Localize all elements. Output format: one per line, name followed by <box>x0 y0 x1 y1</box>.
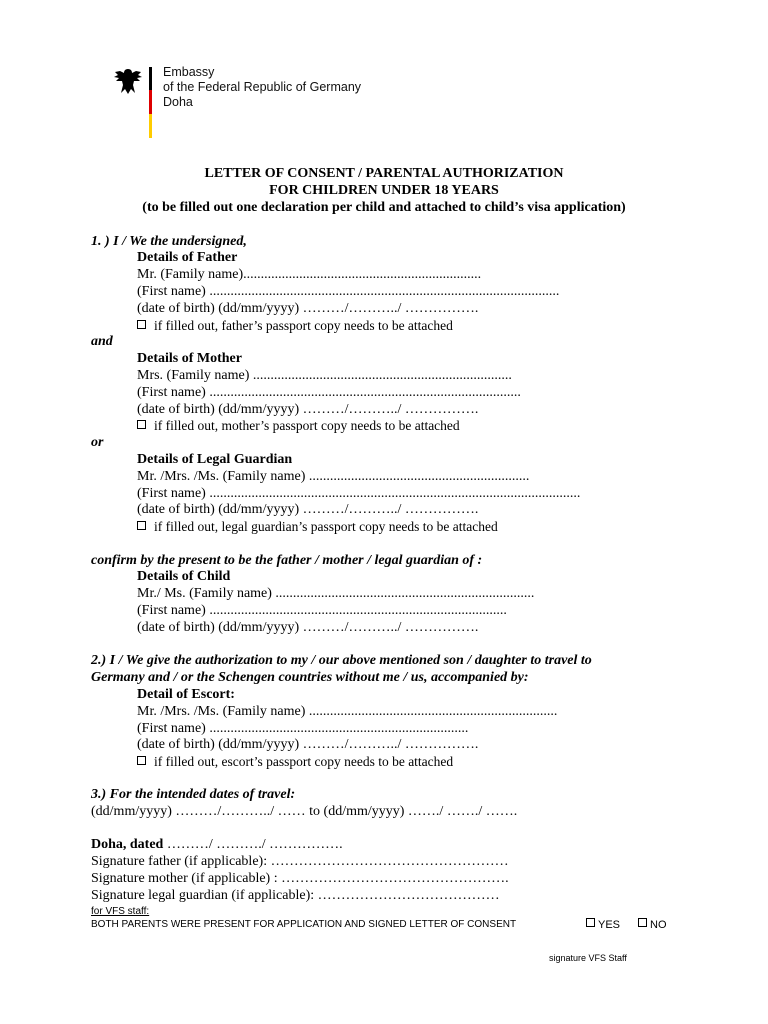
flag-black <box>149 67 152 90</box>
dated-label: Doha, dated <box>91 837 164 852</box>
document-instructions: (to be filled out one declaration per child and attached to child’s visa application) <box>142 200 626 215</box>
mother-dob-field[interactable]: (date of birth) (dd/mm/yyyy) ………/………../ ……………. <box>137 402 479 417</box>
escort-first-name-field[interactable]: (First name) .......................................................................... <box>137 721 469 736</box>
flag-red <box>149 90 152 114</box>
mother-passport-note: if filled out, mother’s passport copy needs to be attached <box>137 418 460 434</box>
child-first-name-field[interactable]: (First name) ..................................................................................... <box>137 603 507 618</box>
child-dob-field[interactable]: (date of birth) (dd/mm/yyyy) ………/………../ ……………. <box>137 620 479 635</box>
embassy-line-3: Doha <box>163 95 193 109</box>
dated-field[interactable] <box>91 837 343 853</box>
signature-mother-field[interactable]: Signature mother (if applicable) : …………………………………………. <box>91 871 509 886</box>
child-heading: Details of Child <box>137 569 231 584</box>
document-subtitle: FOR CHILDREN UNDER 18 YEARS <box>269 183 499 198</box>
vfs-statement: BOTH PARENTS WERE PRESENT FOR APPLICATION AND SIGNED LETTER OF CONSENT <box>91 919 517 930</box>
dated-blank: ………/ ………./ ……………. <box>163 837 343 852</box>
escort-dob-field[interactable]: (date of birth) (dd/mm/yyyy) ………/………../ ……………. <box>137 737 479 752</box>
section-2-line-2: Germany and / or the Schengen countries without me / us, accompanied by: <box>91 670 529 685</box>
yes-option[interactable]: YES <box>586 918 620 932</box>
federal-eagle-icon <box>112 66 144 96</box>
signature-father-field[interactable]: Signature father (if applicable): …………………………………………… <box>91 854 509 869</box>
guardian-dob-field[interactable]: (date of birth) (dd/mm/yyyy) ………/………../ ……………. <box>137 502 479 517</box>
embassy-line-1: Embassy <box>163 65 215 79</box>
checkbox-icon[interactable] <box>638 918 647 927</box>
mother-first-name-field[interactable]: (First name) ......................................................................................... <box>137 385 521 400</box>
vfs-signature-label: signature VFS Staff <box>549 953 627 963</box>
escort-heading: Detail of Escort: <box>137 687 235 702</box>
guardian-family-name-field[interactable]: Mr. /Mrs. /Ms. (Family name) ............................................................... <box>137 469 530 484</box>
escort-family-name-field[interactable]: Mr. /Mrs. /Ms. (Family name) ....................................................................... <box>137 704 558 719</box>
flag-stripe <box>149 67 152 138</box>
or-connector: or <box>91 435 104 450</box>
guardian-heading: Details of Legal Guardian <box>137 452 293 467</box>
flag-gold <box>149 114 152 138</box>
father-heading: Details of Father <box>137 250 238 265</box>
section-2-line-1: 2.) I / We give the authorization to my / our above mentioned son / daughter to travel to <box>91 653 592 668</box>
father-first-name-field[interactable]: (First name) .................................................................................................... <box>137 284 560 299</box>
father-family-name-field[interactable]: Mr. (Family name).................................................................... <box>137 267 482 282</box>
travel-dates-field[interactable]: (dd/mm/yyyy) ………/………../ …… to (dd/mm/yyyy) ……./ ……./ ……. <box>91 804 518 819</box>
checkbox-icon[interactable] <box>137 320 146 329</box>
escort-passport-note: if filled out, escort’s passport copy needs to be attached <box>137 754 453 770</box>
mother-heading: Details of Mother <box>137 351 242 366</box>
no-option[interactable]: NO <box>638 918 667 932</box>
mother-family-name-field[interactable]: Mrs. (Family name) .......................................................................... <box>137 368 512 383</box>
section-1-heading: 1. ) I / We the undersigned, <box>91 234 247 249</box>
checkbox-icon[interactable] <box>137 420 146 429</box>
document-title: LETTER OF CONSENT / PARENTAL AUTHORIZATION <box>204 166 564 181</box>
section-3-heading: 3.) For the intended dates of travel: <box>91 787 296 802</box>
guardian-first-name-field[interactable]: (First name) .......................................................................................................... <box>137 486 581 501</box>
embassy-line-2: of the Federal Republic of Germany <box>163 80 362 94</box>
father-dob-field[interactable]: (date of birth) (dd/mm/yyyy) ………/………../ ……………. <box>137 301 479 316</box>
checkbox-icon[interactable] <box>586 918 595 927</box>
child-family-name-field[interactable]: Mr./ Ms. (Family name) .......................................................................... <box>137 586 535 601</box>
checkbox-icon[interactable] <box>137 521 146 530</box>
confirm-statement: confirm by the present to be the father / mother / legal guardian of : <box>91 553 483 568</box>
vfs-staff-label: for VFS staff: <box>91 906 150 917</box>
checkbox-icon[interactable] <box>137 756 146 765</box>
and-connector: and <box>91 334 113 349</box>
signature-guardian-field[interactable]: Signature legal guardian (if applicable): ………………………………… <box>91 888 500 903</box>
guardian-passport-note: if filled out, legal guardian’s passport copy needs to be attached <box>137 519 498 535</box>
father-passport-note: if filled out, father’s passport copy needs to be attached <box>137 318 453 334</box>
